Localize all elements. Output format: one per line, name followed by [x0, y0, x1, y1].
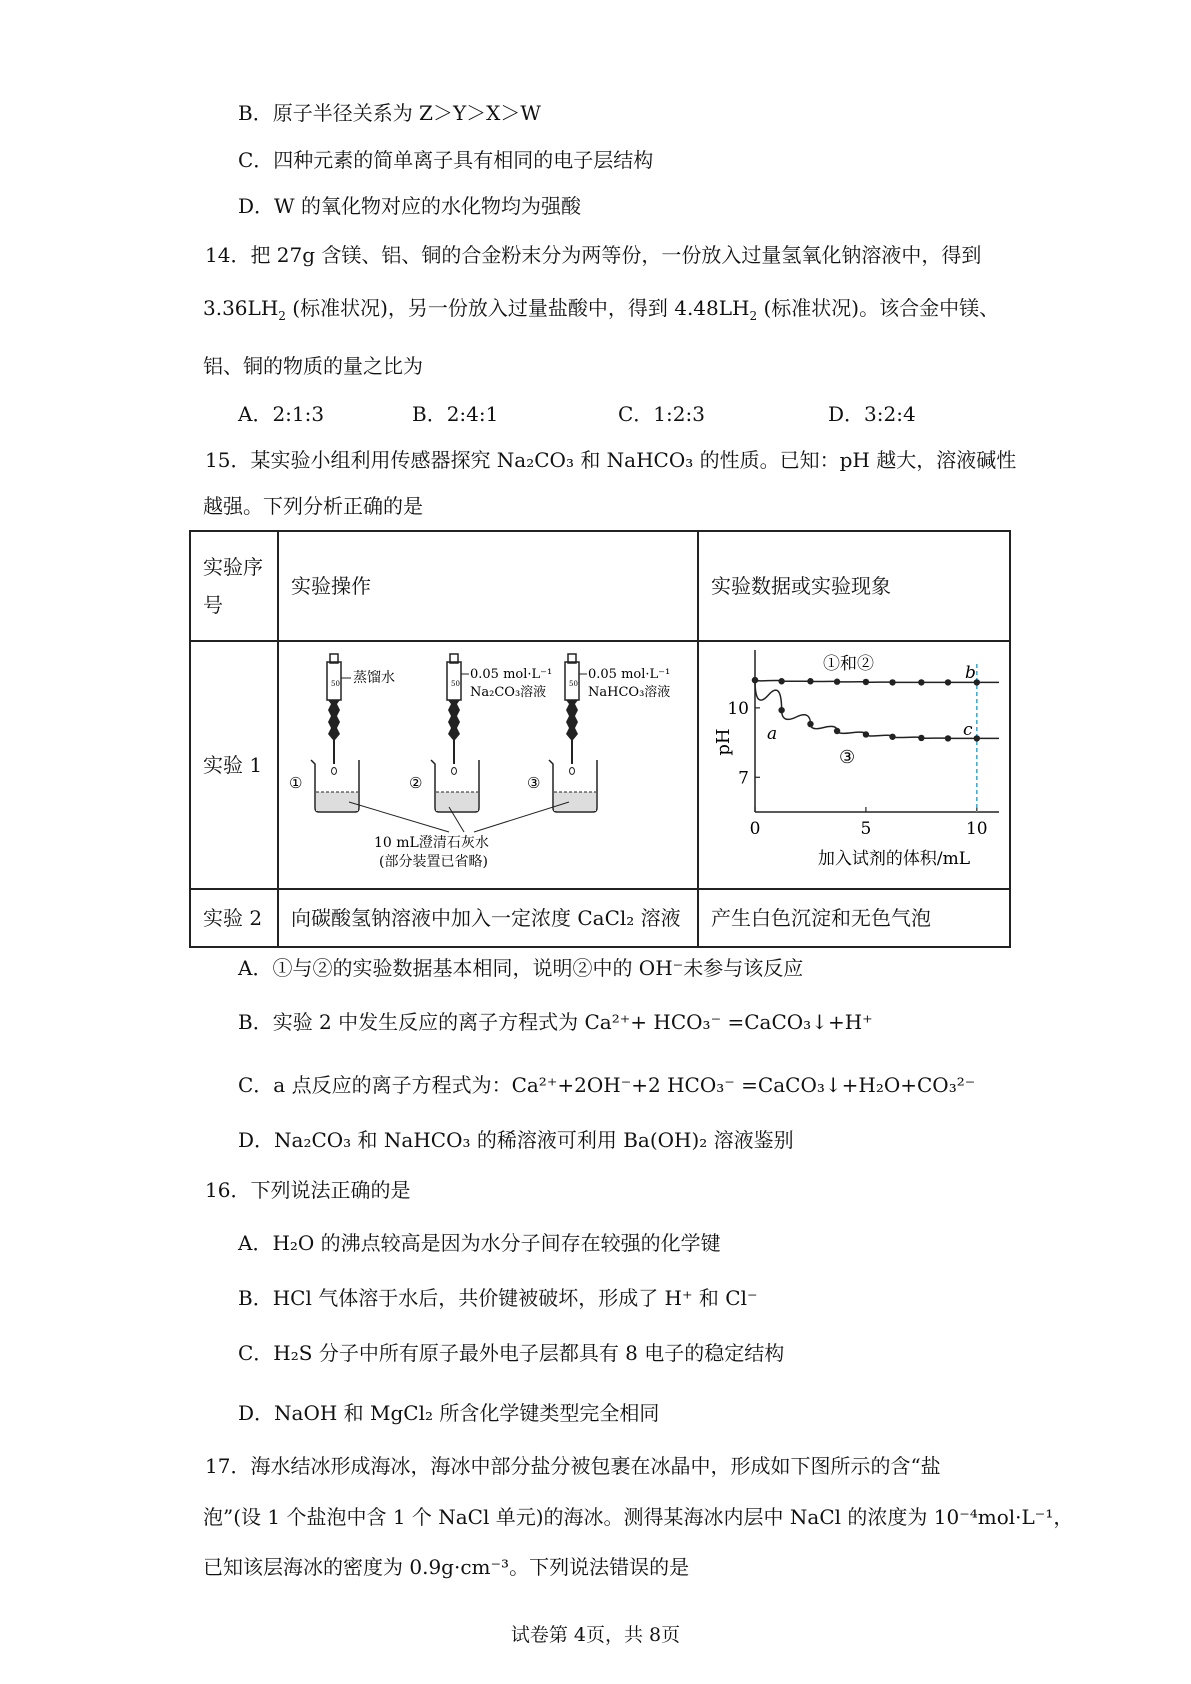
series-label-3: ③ — [839, 747, 856, 768]
chart-cell — [698, 641, 1010, 889]
data-point — [918, 735, 924, 741]
label-na2co3-conc: 0.05 mol·L⁻¹ — [470, 667, 553, 682]
data-point — [834, 679, 840, 685]
q14-text: 3.36LH — [203, 296, 279, 320]
row2-phenomenon: 产生白色沉淀和无色气泡 — [698, 889, 1010, 947]
dropper-mark: 50 — [451, 680, 460, 688]
q14-stem-line1: 14．把 27g 含镁、铝、铜的合金粉末分为两等份，一份放入过量氢氧化钠溶液中，得到 — [205, 243, 982, 267]
ph-chart — [699, 642, 1009, 876]
q14-choice-b: B．2:4:1 — [412, 402, 499, 426]
data-point — [889, 679, 895, 685]
q17-stem-line1: 17．海水结冰形成海冰，海冰中部分盐分被包裹在冰晶中，形成如下图所示的含“盐 — [205, 1454, 941, 1478]
dropper-3 — [565, 654, 579, 764]
apparatus-cell — [278, 641, 698, 889]
y-tick-label: 10 — [727, 698, 749, 719]
point-label-a: a — [767, 724, 778, 744]
apparatus-diagram — [279, 642, 697, 876]
q15-option-c: C．a 点反应的离子方程式为：Ca²⁺+2OH⁻+2 HCO₃⁻ =CaCO₃↓+H₂O+CO₃²⁻ — [238, 1073, 976, 1097]
beaker-1 — [311, 760, 359, 812]
row2-label: 实验 2 — [190, 889, 278, 947]
experiment-table — [189, 530, 1011, 948]
label-na2co3: Na₂CO₃溶液 — [470, 685, 547, 700]
caption-omitted: (部分装置已省略) — [379, 854, 488, 870]
data-point — [945, 735, 951, 741]
q15-option-a: A．①与②的实验数据基本相同，说明②中的 OH⁻未参与该反应 — [238, 956, 804, 980]
dropper-mark: 50 — [331, 680, 340, 688]
q14-choice-d: D．3:2:4 — [828, 402, 916, 426]
x-tick-label: 5 — [860, 819, 872, 839]
data-point — [889, 734, 895, 740]
series-line-2 — [755, 680, 977, 738]
beaker-number-1: ① — [289, 774, 303, 792]
q14-sub: 2 — [278, 309, 286, 323]
row1-label: 实验 1 — [190, 641, 278, 889]
row2-operation: 向碳酸氢钠溶液中加入一定浓度 CaCl₂ 溶液 — [278, 889, 698, 947]
data-point — [945, 679, 951, 685]
q13-option-c: C．四种元素的简单离子具有相同的电子层结构 — [238, 148, 654, 172]
q15-stem-line1: 15．某实验小组利用传感器探究 Na₂CO₃ 和 NaHCO₃ 的性质。已知：pH 越大，溶液碱性 — [205, 448, 1017, 472]
header-text: 号 — [203, 593, 223, 617]
q13-option-b: B．原子半径关系为 Z＞Y＞X＞W — [238, 101, 541, 125]
q14-stem-line2 — [203, 296, 1000, 323]
dropper-2 — [447, 654, 461, 764]
beaker-2 — [431, 760, 479, 812]
data-point — [778, 707, 784, 713]
chart-axes — [727, 650, 999, 839]
x-tick-label: 10 — [965, 819, 988, 839]
point-label-b: b — [965, 663, 976, 683]
data-point — [863, 731, 869, 737]
q16-stem: 16．下列说法正确的是 — [205, 1178, 411, 1202]
q14-text: (标准状况)，另一份放入过量盐酸中，得到 4.48LH — [285, 296, 750, 320]
q13-option-d: D．W 的氧化物对应的水化物均为强酸 — [238, 194, 581, 218]
q16-option-b: B．HCl 气体溶于水后，共价键被破坏，形成了 H⁺ 和 Cl⁻ — [238, 1286, 758, 1310]
caption-limewater: 10 mL澄清石灰水 — [374, 835, 489, 851]
data-point — [863, 679, 869, 685]
header-cell-operation: 实验操作 — [278, 531, 698, 641]
q16-option-a: A．H₂O 的沸点较高是因为水分子间存在较强的化学键 — [238, 1231, 721, 1255]
data-point — [807, 721, 813, 727]
q14-choice-c: C．1:2:3 — [618, 402, 705, 426]
header-cell-number — [190, 531, 278, 641]
beaker-number-3: ③ — [527, 774, 541, 792]
point-label-c: c — [963, 720, 973, 740]
q14-stem-line3: 铝、铜的物质的量之比为 — [203, 354, 423, 378]
dropper-1 — [327, 654, 341, 764]
q15-option-b: B．实验 2 中发生反应的离子方程式为 Ca²⁺+ HCO₃⁻ =CaCO₃↓+H⁺ — [238, 1010, 873, 1034]
q14-text: (标准状况)。该合金中镁、 — [757, 296, 1000, 320]
q17-stem-line2: 泡”(设 1 个盐泡中含 1 个 NaCl 单元)的海冰。测得某海冰内层中 NaCl 的浓度为 10⁻⁴mol·L⁻¹， — [203, 1505, 1074, 1529]
data-point — [918, 679, 924, 685]
beaker-3 — [549, 760, 597, 812]
header-text: 实验序 — [203, 555, 263, 579]
series-label-1-2: ①和② — [823, 654, 874, 674]
q15-stem-line2: 越强。下列分析正确的是 — [203, 494, 423, 518]
q17-stem-line3: 已知该层海冰的密度为 0.9g·cm⁻³。下列说法错误的是 — [203, 1555, 690, 1579]
header-cell-data: 实验数据或实验现象 — [698, 531, 1010, 641]
label-nahco3-conc: 0.05 mol·L⁻¹ — [588, 667, 671, 682]
data-point — [807, 678, 813, 684]
label-nahco3: NaHCO₃溶液 — [588, 685, 671, 700]
data-point — [752, 677, 758, 683]
q16-option-d: D．NaOH 和 MgCl₂ 所含化学键类型完全相同 — [238, 1401, 660, 1425]
q14-sub: 2 — [749, 309, 758, 323]
chart-marks — [752, 677, 999, 742]
x-tick-label: 0 — [749, 819, 761, 839]
chart-xlabel: 加入试剂的体积/mL — [817, 849, 971, 869]
label-distilled-water: 蒸馏水 — [353, 670, 395, 686]
data-point — [834, 728, 840, 734]
data-point — [778, 678, 784, 684]
q16-option-c: C．H₂S 分子中所有原子最外电子层都具有 8 电子的稳定结构 — [238, 1341, 785, 1365]
q15-option-d: D．Na₂CO₃ 和 NaHCO₃ 的稀溶液可利用 Ba(OH)₂ 溶液鉴别 — [238, 1128, 794, 1152]
y-tick-label: 7 — [738, 768, 749, 789]
q14-choice-a: A．2:1:3 — [238, 402, 325, 426]
chart-ylabel: pH — [713, 728, 734, 756]
dropper-mark: 50 — [569, 680, 578, 688]
beaker-number-2: ② — [409, 774, 423, 792]
page-footer: 试卷第 4页，共 8页 — [510, 1624, 681, 1646]
